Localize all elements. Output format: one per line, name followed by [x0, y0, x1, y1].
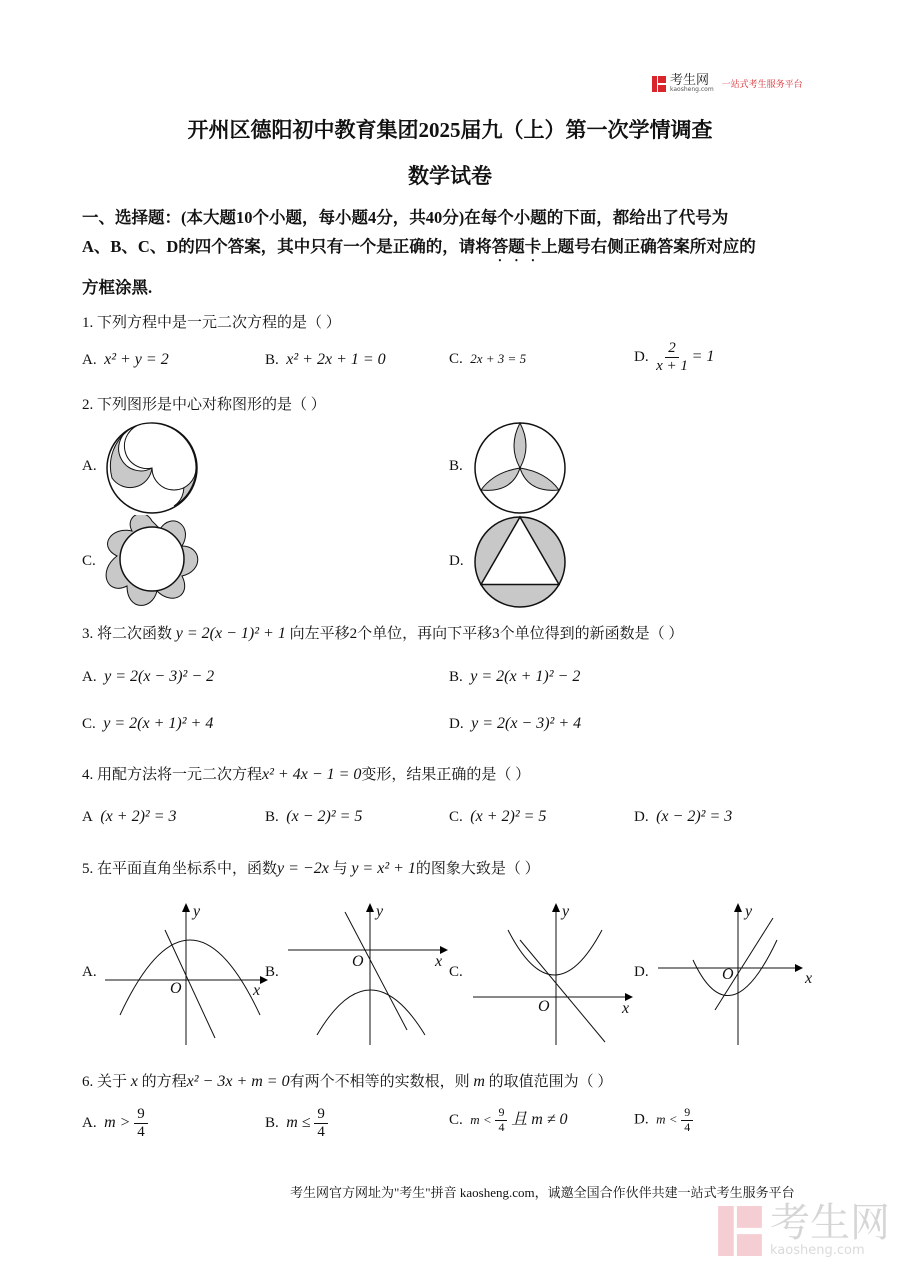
q6-option-d: D. m < $\frac{9}{4}$ [634, 1106, 693, 1135]
q3-option-d: D. y = 2(x − 3)² + 4 [449, 715, 582, 732]
question-2-stem: 2. 下列图形是中心对称图形的是（ ） [82, 397, 326, 413]
graph-b [285, 900, 455, 1050]
figure-triskelion [104, 420, 200, 516]
graph-a [100, 900, 270, 1050]
q5-option-d-label: D. [634, 964, 649, 980]
question-5-stem: 5. 在平面直角坐标系中，函数y = −2x 与 y = x² + 1的图象大致是（ ） [82, 860, 540, 877]
question-1-stem: 1. 下列方程中是一元二次方程的是（ ） [82, 315, 341, 331]
q1-option-a: A. x² + y = 2 [82, 351, 169, 368]
q2-option-a-label: A. [82, 458, 97, 474]
graph-d-y-label: y [745, 903, 753, 920]
graph-a-y-label: y [193, 903, 201, 920]
graph-c [470, 900, 640, 1050]
graph-a-origin-label: O [170, 980, 182, 997]
question-4-stem: 4. 用配方法将一元二次方程x² + 4x − 1 = 0变形，结果正确的是（ ） [82, 766, 531, 783]
q6-option-b: B. m ≤ $\frac{9}{4}$ [265, 1106, 328, 1142]
graph-c-x-label: x [622, 1000, 630, 1017]
graph-c-origin-label: O [538, 998, 550, 1015]
q2-option-d-label: D. [449, 553, 464, 569]
q3-option-b: B. y = 2(x + 1)² − 2 [449, 668, 581, 685]
header-logo [652, 74, 803, 93]
q3-option-c: C. y = 2(x + 1)² + 4 [82, 715, 214, 732]
q4-option-c: C. (x + 2)² = 5 [449, 808, 547, 825]
exam-subtitle: 数学试卷 [408, 164, 492, 188]
section-instructions-line1: 一、选择题：(本大题10个小题，每小题4分，共40分)在每个小题的下面，都给出了代号为 [82, 208, 729, 227]
graph-b-origin-label: O [352, 953, 364, 970]
q5-option-c-label: C. [449, 964, 463, 980]
graph-a-x-label: x [253, 982, 261, 999]
watermark-logo-icon [718, 1206, 762, 1256]
graph-d [655, 900, 825, 1050]
watermark-logo: 考生网 kaosheng.com [718, 1203, 890, 1258]
q1-option-d: D. $\frac{2}{x + 1}$ = 1 [634, 340, 715, 375]
graph-d-origin-label: O [722, 966, 734, 983]
section-instructions-line3: 方框涂黑. [82, 278, 153, 297]
graph-b-x-label: x [435, 953, 443, 970]
question-6-stem: 6. 关于 x 的方程x² − 3x + m = 0有两个不相等的实数根，则 m 的取值范围为（ ） [82, 1073, 613, 1090]
q4-option-b: B. (x − 2)² = 5 [265, 808, 363, 825]
q2-option-c-label: C. [82, 553, 96, 569]
q5-option-a-label: A. [82, 964, 97, 980]
brand-name: 考生网 kaosheng.com [670, 73, 714, 93]
question-3-stem: 3. 将二次函数 y = 2(x − 1)² + 1 向左平移2个单位，再向下平移3个单位得到的新函数是（ ） [82, 625, 684, 642]
figure-three-petals [472, 420, 568, 516]
figure-star-circle [100, 515, 204, 607]
graph-c-y-label: y [562, 903, 570, 920]
graph-b-y-label: y [376, 903, 384, 920]
graph-d-x-label: x [805, 970, 813, 987]
q6-option-c: C. m < $\frac{9}{4}$ 且 m ≠ 0 [449, 1105, 568, 1135]
q5-option-b-label: B. [265, 964, 279, 980]
q1-option-c: C. 2x + 3 = 5 [449, 351, 527, 367]
brand-slogan: 一站式考生服务平台 [721, 80, 803, 90]
footer-text: 考生网官方网址为"考生"拼音 kaosheng.com，诚邀全国合作伙伴共建一站式考生服务平台 [290, 1185, 795, 1200]
section-instructions-line2: A、B、C、D的四个答案，其中只有一个是正确的，请将答题卡上题号右侧正确答案所对应的 [82, 237, 756, 256]
q1-option-b: B. x² + 2x + 1 = 0 [265, 351, 386, 368]
q4-option-a: A (x + 2)² = 3 [82, 808, 177, 825]
q2-option-b-label: B. [449, 458, 463, 474]
figure-triangle-in-circle [472, 514, 568, 610]
q3-option-a: A. y = 2(x − 3)² − 2 [82, 668, 215, 685]
q6-option-a: A. m > $\frac{9}{4}$ [82, 1106, 148, 1142]
exam-title: 开州区德阳初中教育集团2025届九（上）第一次学情调查 [187, 118, 713, 142]
kaosheng-logo-icon [652, 76, 666, 92]
q4-option-d: D. (x − 2)² = 3 [634, 808, 733, 825]
